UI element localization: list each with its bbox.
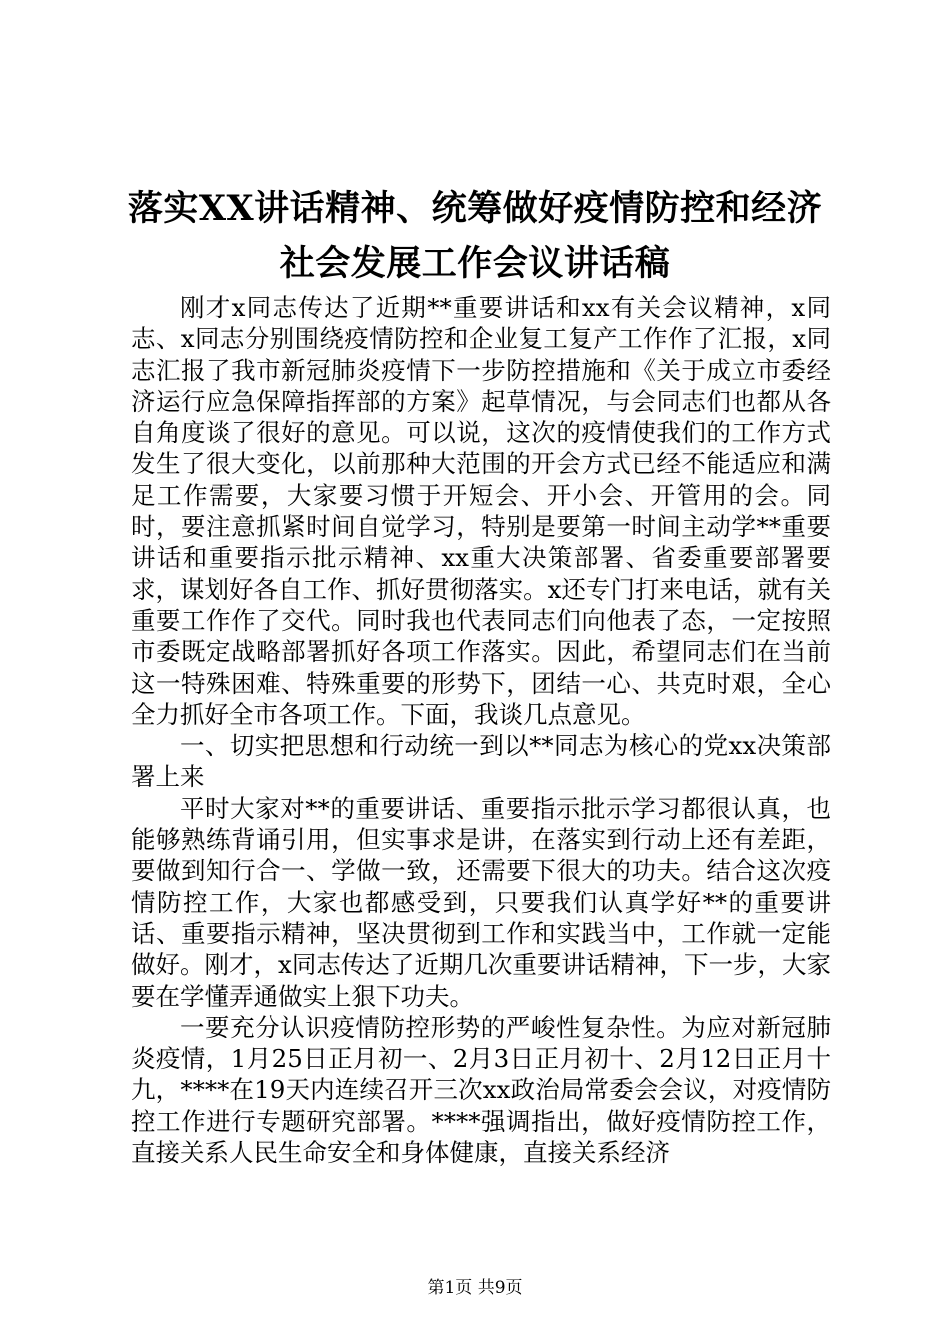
section-heading-1: 一、切实把思想和行动统一到以**同志为核心的党xx决策部署上来 (131, 731, 831, 792)
page-footer: 第1页 共9页 (427, 1278, 523, 1298)
body-paragraph-point-1: 一要充分认识疫情防控形势的严峻性复杂性。为应对新冠肺炎疫情，1月25日正月初一、2月3日正月初十、2月12日正月十九，****在19天内连续召开三次xx政治局常委会会议，对疫情防控工作进行专题研究部署。****强调指出，做好疫情防控工作，直接关系人民生命安全和身体健康，直接关系经济 (131, 1012, 831, 1168)
body-paragraph-section-1: 平时大家对**的重要讲话、重要指示批示学习都很认真，也能够熟练背诵引用，但实事求是讲，在落实到行动上还有差距，要做到知行合一、学做一致，还需要下很大的功夫。结合这次疫情防控工作，大家也都感受到，只要我们认真学好**的重要讲话、重要指示精神，坚决贯彻到工作和实践当中，工作就一定能做好。刚才，x同志传达了近期几次重要讲话精神，下一步，大家要在学懂弄通做实上狠下功夫。 (131, 793, 831, 1011)
document-title-line-2: 社会发展工作会议讲话稿 (279, 243, 671, 284)
document-title-line-1: 落实XX讲话精神、统筹做好疫情防控和经济 (127, 188, 823, 229)
body-paragraph-intro: 刚才x同志传达了近期**重要讲话和xx有关会议精神，x同志、x同志分别围绕疫情防控和企业复工复产工作作了汇报，x同志汇报了我市新冠肺炎疫情下一步防控措施和《关于成立市委经济运行应急保障指挥部的方案》起草情况，与会同志们也都从各自角度谈了很好的意见。可以说，这次的疫情使我们的工作方式发生了很大变化，以前那种大范围的开会方式已经不能适应和满足工作需要，大家要习惯于开短会、开小会、开管用的会。同时，要注意抓紧时间自觉学习，特别是要第一时间主动学**重要讲话和重要指示批示精神、xx重大决策部署、省委重要部署要求，谋划好各自工作、抓好贯彻落实。x还专门打来电话，就有关重要工作作了交代。同时我也代表同志们向他表了态，一定按照市委既定战略部署抓好各项工作落实。因此，希望同志们在当前这一特殊困难、特殊重要的形势下，团结一心、共克时艰，全心全力抓好全市各项工作。下面，我谈几点意见。 (131, 293, 831, 729)
document-body (131, 292, 831, 1168)
